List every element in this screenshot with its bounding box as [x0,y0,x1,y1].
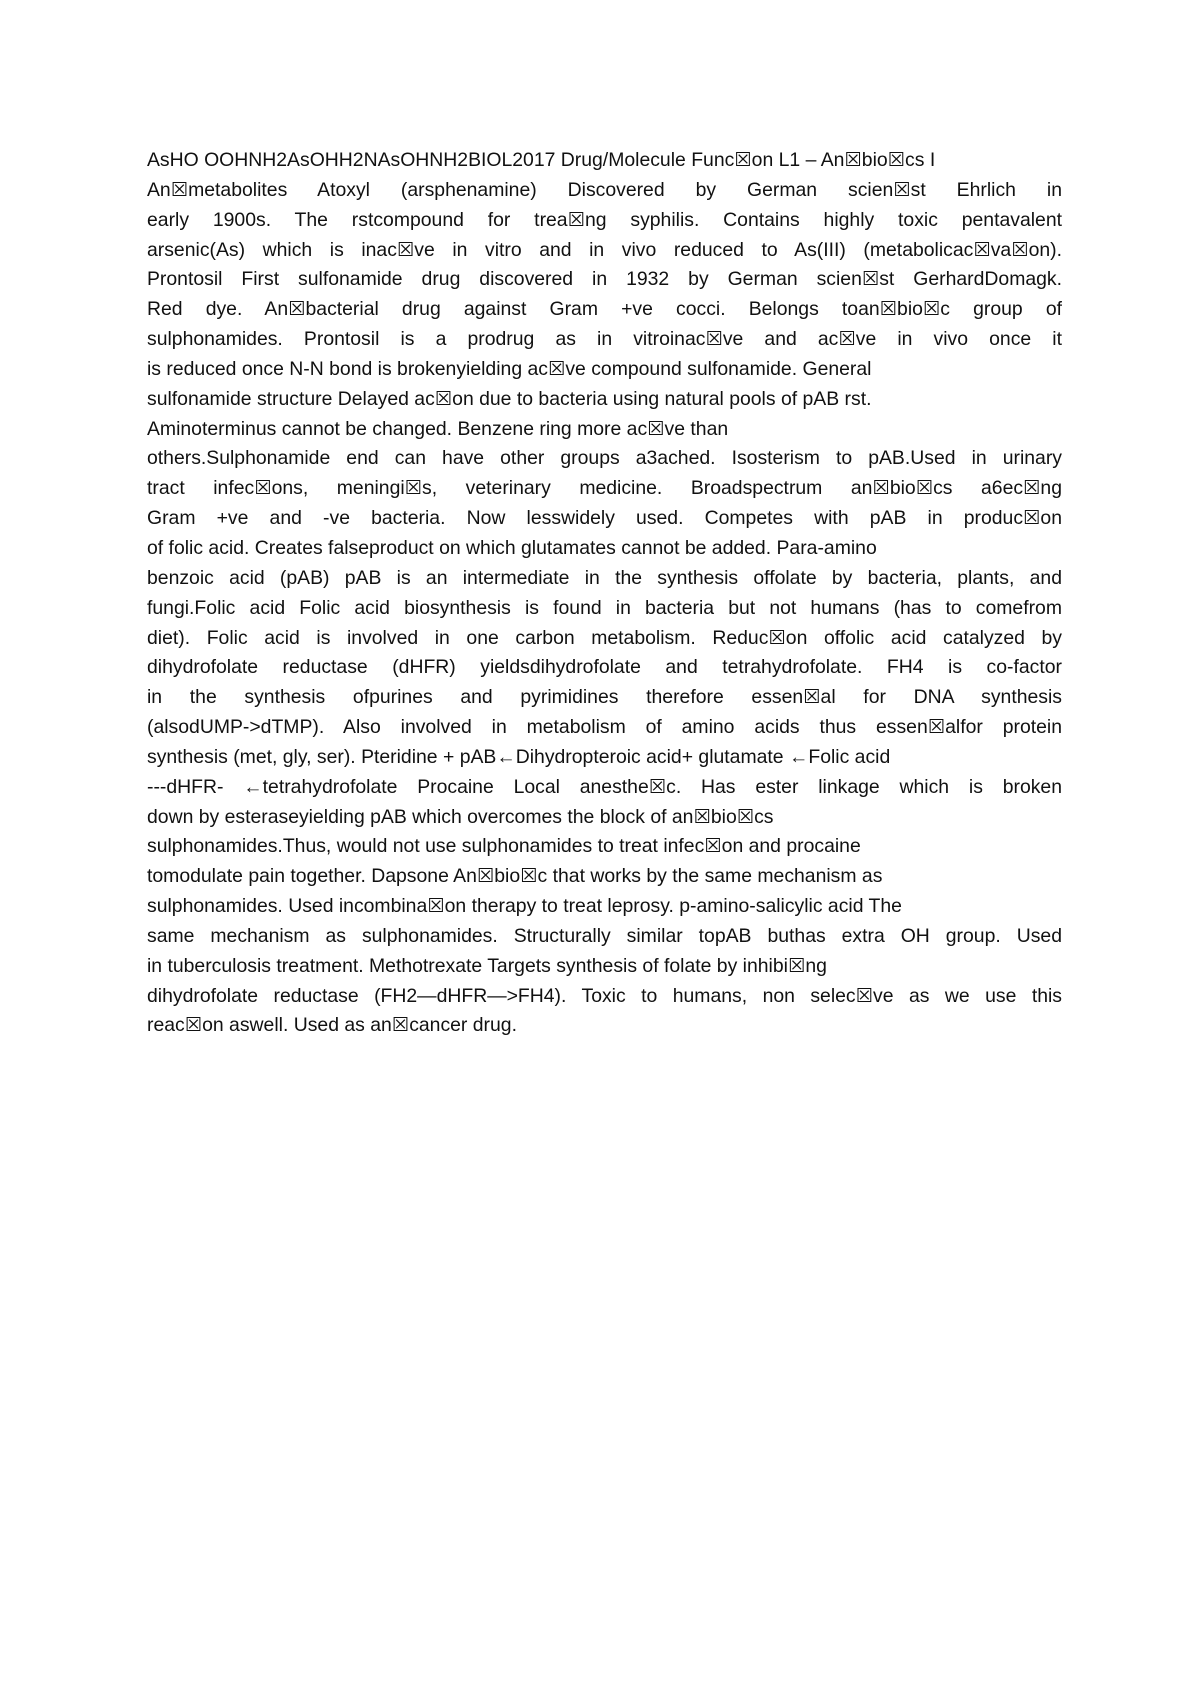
text-line: Gram +ve and -ve bacteria. Now lesswidely used. Competes with pAB in produc☒on [147,507,1062,530]
text-line: arsenic(As) which is inac☒ve in vitro and in vivo reduced to As(III) (metabolicac☒va☒on). [147,238,1062,261]
text-line: Aminoterminus cannot be changed. Benzene ring more ac☒ve than [147,417,729,440]
text-line: sulphonamides. Prontosil is a prodrug as in vitroinac☒ve and ac☒ve in vivo once it [147,328,1062,351]
text-line: (alsodUMP->dTMP). Also involved in metabolism of amino acids thus essen☒alfor protein [147,716,1062,739]
text-line: sulphonamides.Thus, would not use sulphonamides to treat infec☒on and procaine [147,835,861,858]
text-line: reac☒on aswell. Used as an☒cancer drug. [147,1014,517,1037]
text-line: in the synthesis ofpurines and pyrimidines therefore essen☒al for DNA synthesis [147,686,1062,709]
text-line: same mechanism as sulphonamides. Structurally similar topAB buthas extra OH group. Used [147,924,1062,947]
text-line: sulfonamide structure Delayed ac☒on due to bacteria using natural pools of pAB rst. [147,387,872,410]
text-line: tract infec☒ons, meningi☒s, veterinary medicine. Broadspectrum an☒bio☒cs a6ec☒ng [147,477,1062,500]
text-line: is reduced once N-N bond is brokenyielding ac☒ve compound sulfonamide. General [147,357,872,380]
text-line: synthesis (met, gly, ser). Pteridine + pAB←Dihydropteroic acid+ glutamate ←Folic acid [147,745,891,768]
text-line: Prontosil First sulfonamide drug discovered in 1932 by German scien☒st GerhardDomagk. [147,268,1062,291]
text-line: benzoic acid (pAB) pAB is an intermediate in the synthesis offolate by bacteria, plants, and [147,566,1062,589]
text-line: sulphonamides. Used incombina☒on therapy to treat leprosy. p-amino-salicylic acid The [147,895,902,918]
text-line: Red dye. An☒bacterial drug against Gram +ve cocci. Belongs toan☒bio☒c group of [147,298,1062,321]
text-line: ---dHFR- ←tetrahydrofolate Procaine Local anesthe☒c. Has ester linkage which is broken [147,775,1062,798]
text-line: dihydrofolate reductase (FH2—dHFR—>FH4). Toxic to humans, non selec☒ve as we use this [147,984,1062,1007]
text-line: others.Sulphonamide end can have other groups a3ached. Isosterism to pAB.Used in urinary [147,447,1062,470]
text-line: early 1900s. The rstcompound for trea☒ng syphilis. Contains highly toxic pentavalent [147,208,1062,231]
text-line: AsHO OOHNH2AsOHH2NAsOHNH2BIOL2017 Drug/Molecule Func☒on L1 – An☒bio☒cs I [147,149,936,171]
text-line: An☒metabolites Atoxyl (arsphenamine) Discovered by German scien☒st Ehrlich in [147,178,1062,201]
text-line: diet). Folic acid is involved in one carbon metabolism. Reduc☒on offolic acid catalyzed by [147,626,1062,649]
text-line: of folic acid. Creates falseproduct on which glutamates cannot be added. Para-amino [147,536,877,559]
text-line: down by esteraseyielding pAB which overcomes the block of an☒bio☒cs [147,805,774,828]
text-line: tomodulate pain together. Dapsone An☒bio☒c that works by the same mechanism as [147,865,883,888]
text-line: in tuberculosis treatment. Methotrexate Targets synthesis of folate by inhibi☒ng [147,954,827,977]
document-body-text [147,146,1062,1041]
text-line: fungi.Folic acid Folic acid biosynthesis is found in bacteria but not humans (has to comefrom [147,596,1062,619]
text-line: dihydrofolate reductase (dHFR) yieldsdihydrofolate and tetrahydrofolate. FH4 is co-factor [147,656,1062,679]
